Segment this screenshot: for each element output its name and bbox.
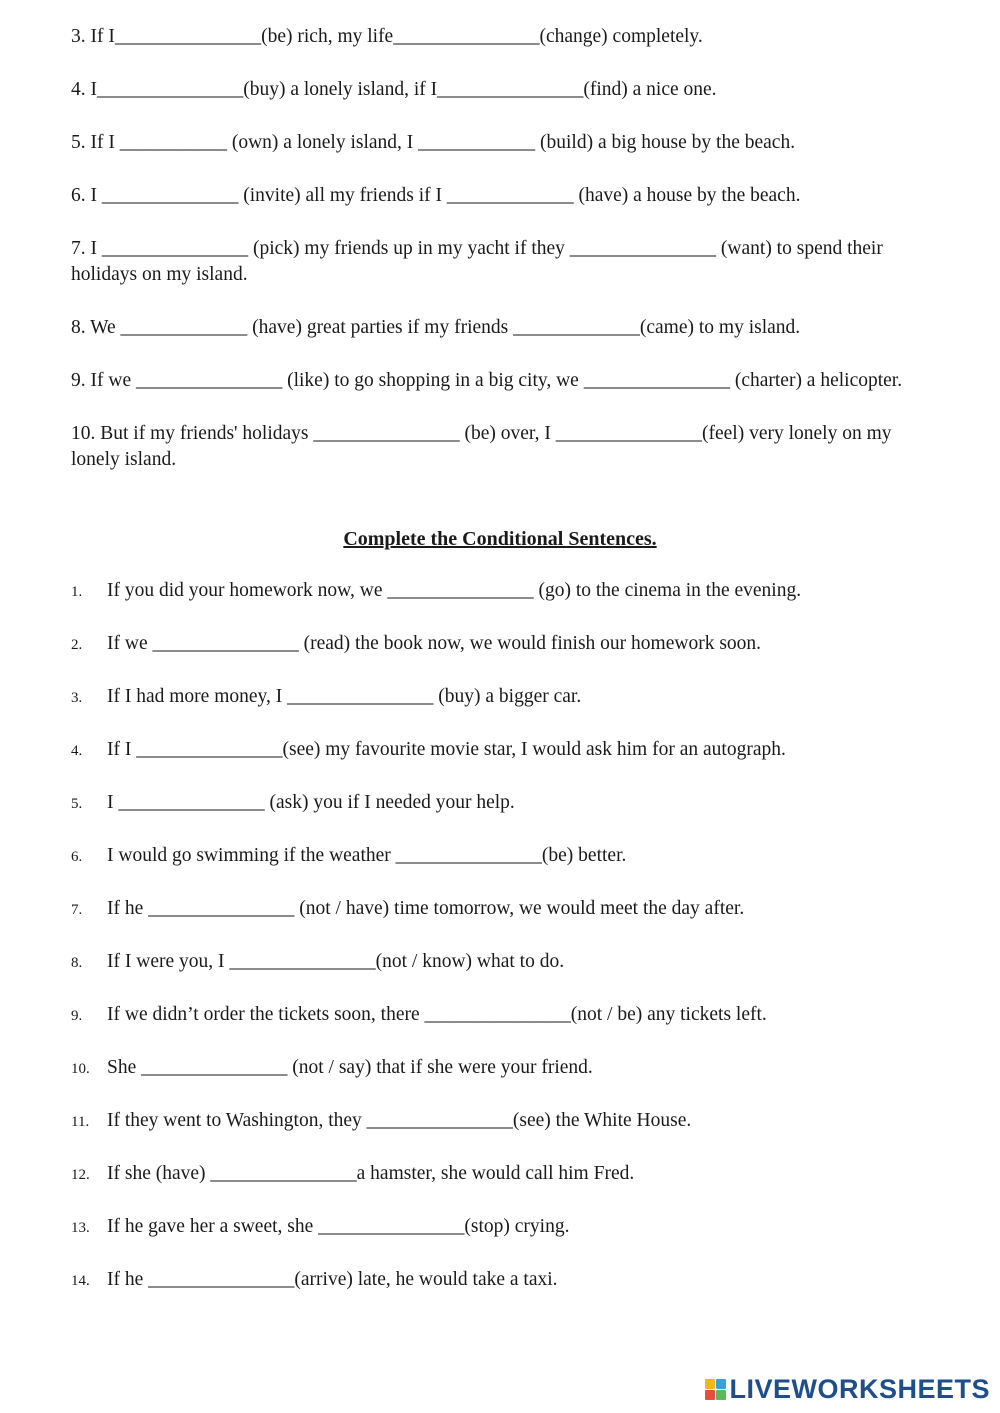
item-number: 12.: [71, 1167, 90, 1183]
item-text: If I _______________(see) my favourite movie star, I would ask him for an autograph.: [107, 739, 786, 760]
item-text: If we didn’t order the tickets soon, there _______________(not / be) any tickets left.: [107, 1004, 767, 1025]
item-text: If he _______________(arrive) late, he would take a taxi.: [107, 1269, 558, 1290]
item-number: 6.: [71, 849, 83, 865]
exercise-1-list: [71, 24, 941, 500]
item-text: I _______________ (ask) you if I needed your help.: [107, 792, 515, 813]
item-number: 13.: [71, 1220, 90, 1236]
item-text: If I were you, I _______________(not / know) what to do.: [107, 951, 565, 972]
logo-tile: [705, 1379, 715, 1389]
item-text: She _______________ (not / say) that if she were your friend.: [107, 1057, 593, 1078]
exercise-2-item: [71, 896, 951, 949]
exercise-2-item: [71, 1055, 951, 1108]
logo-tile: [716, 1379, 726, 1389]
item-number: 10.: [71, 1061, 90, 1077]
item-text: I would go swimming if the weather _______________(be) better.: [107, 845, 627, 866]
exercise-2-list: [71, 578, 951, 1320]
exercise-2-item: [71, 737, 951, 790]
item-number: 4.: [71, 743, 83, 759]
exercise-2-item: [71, 1214, 951, 1267]
exercise-1-item-8: 8. We _____________ (have) great parties if my friends _____________(came) to my island.: [71, 317, 801, 338]
logo-text: LIVEWORKSHEETS: [729, 1374, 990, 1404]
exercise-1-item-6: 6. I ______________ (invite) all my friends if I _____________ (have) a house by the beach.: [71, 185, 801, 206]
item-text: If she (have) _______________a hamster, she would call him Fred.: [107, 1163, 635, 1184]
item-text: If you did your homework now, we _______________ (go) to the cinema in the evening.: [107, 580, 802, 601]
item-number: 14.: [71, 1273, 90, 1289]
exercise-1-item-4: 4. I_______________(buy) a lonely island, if I_______________(find) a nice one.: [71, 79, 717, 100]
item-text: If they went to Washington, they _______________(see) the White House.: [107, 1110, 692, 1131]
exercise-2-item: [71, 578, 951, 631]
item-number: 2.: [71, 637, 83, 653]
exercise-1-item-7: 7. I _______________ (pick) my friends up in my yacht if they _______________ (want) to spend their holidays on my island.: [71, 238, 883, 285]
exercise-2-item: [71, 1108, 951, 1161]
item-number: 7.: [71, 902, 83, 918]
section-heading: Complete the Conditional Sentences.: [343, 528, 657, 550]
item-text: If he gave her a sweet, she _______________(stop) crying.: [107, 1216, 570, 1237]
logo-tile: [716, 1390, 726, 1400]
exercise-2-item: [71, 1002, 951, 1055]
exercise-2-item: [71, 684, 951, 737]
item-number: 9.: [71, 1008, 83, 1024]
logo-tile: [705, 1390, 715, 1400]
item-number: 3.: [71, 690, 83, 706]
item-number: 11.: [71, 1114, 90, 1130]
exercise-2-item: [71, 843, 951, 896]
exercise-1-item-3: 3. If I_______________(be) rich, my life_______________(change) completely.: [71, 26, 703, 47]
item-number: 8.: [71, 955, 83, 971]
exercise-1-item-9: 9. If we _______________ (like) to go shopping in a big city, we _______________ (charter) a helicopter.: [71, 370, 903, 391]
exercise-2-item: [71, 1267, 951, 1320]
item-text: If I had more money, I _______________ (buy) a bigger car.: [107, 686, 582, 707]
item-number: 1.: [71, 584, 83, 600]
exercise-2-item: [71, 790, 951, 843]
exercise-1-item-5: 5. If I ___________ (own) a lonely island, I ____________ (build) a big house by the beach.: [71, 132, 796, 153]
item-text: If he _______________ (not / have) time tomorrow, we would meet the day after.: [107, 898, 745, 919]
exercise-2-item: [71, 949, 951, 1002]
item-number: 5.: [71, 796, 83, 812]
logo-tiles-icon: [705, 1379, 726, 1400]
exercise-1-item-10: 10. But if my friends' holidays _______________ (be) over, I _______________(feel) very lonely on my lonely island.: [71, 423, 892, 470]
exercise-2-item: [71, 631, 951, 684]
exercise-2-item: [71, 1161, 951, 1214]
liveworksheets-logo[interactable]: [705, 1374, 990, 1405]
item-text: If we _______________ (read) the book now, we would finish our homework soon.: [107, 633, 762, 654]
